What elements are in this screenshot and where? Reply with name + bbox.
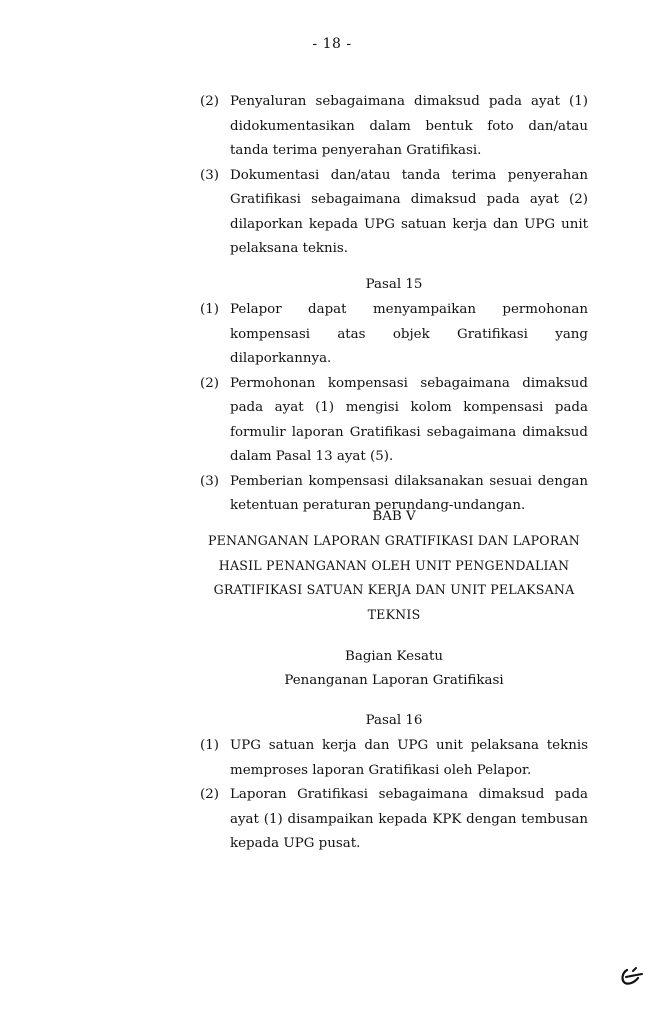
bab-title-line: GRATIFIKASI SATUAN KERJA DAN UNIT PELAKSANA <box>213 582 575 597</box>
ayat-number: (1) <box>200 302 219 317</box>
ayat-number: (3) <box>200 473 219 489</box>
page-number: - 18 - <box>312 36 352 52</box>
paraf-signature-icon <box>618 966 648 988</box>
pasal-15-body <box>200 298 588 519</box>
ayat-text: UPG satuan kerja dan UPG unit pelaksana teknis memproses laporan Gratifikasi oleh Pelapor. <box>230 738 588 778</box>
ayat-item <box>200 90 588 164</box>
top-section <box>200 90 588 262</box>
ayat-number: (2) <box>200 375 219 391</box>
ayat-item <box>200 734 588 783</box>
ayat-number: (2) <box>200 787 219 802</box>
pasal-15-heading: Pasal 15 <box>365 277 423 292</box>
bab-title <box>200 529 588 627</box>
ayat-item <box>200 372 588 470</box>
ayat-number: (1) <box>200 738 219 753</box>
ayat-number: (3) <box>200 167 219 183</box>
ayat-text: Pelapor dapat menyampaikan permohonan kompensasi atas objek Gratifikasi yang dilaporkannya. <box>230 302 588 366</box>
bagian-label: Bagian Kesatu <box>345 649 443 664</box>
pasal-16-body <box>200 734 588 857</box>
ayat-text: Penyaluran sebagaimana dimaksud pada ayat (1) didokumentasikan dalam bentuk foto dan/atau tanda terima penyerahan Gratifikasi. <box>230 94 588 158</box>
bab-label: BAB V <box>372 509 416 524</box>
ayat-item <box>200 783 588 857</box>
ayat-number: (2) <box>200 94 219 109</box>
bagian-title: Penanganan Laporan Gratifikasi <box>284 673 504 688</box>
pasal-16-heading: Pasal 16 <box>365 713 423 728</box>
ayat-text: Laporan Gratifikasi sebagaimana dimaksud pada ayat (1) disampaikan kepada KPK dengan tembusan kepada UPG pusat. <box>230 787 588 851</box>
ayat-item <box>200 298 588 372</box>
ayat-text: Dokumentasi dan/atau tanda terima penyerahan Gratifikasi sebagaimana dimaksud pada ayat (2) dilaporkan kepada UPG satuan kerja dan UPG unit pelaksana teknis. <box>230 167 588 256</box>
bab-title-line: TEKNIS <box>367 606 421 622</box>
bab-title-line: HASIL PENANGANAN OLEH UNIT PENGENDALIAN <box>218 557 570 573</box>
ayat-text: Pemberian kompensasi dilaksanakan sesuai dengan ketentuan peraturan perundang-undangan. <box>230 473 588 513</box>
ayat-text: Permohonan kompensasi sebagaimana dimaksud pada ayat (1) mengisi kolom kompensasi pada formulir laporan Gratifikasi sebagaimana dimaksud dalam Pasal 13 ayat (5). <box>230 375 588 464</box>
bab-title-line: PENANGANAN LAPORAN GRATIFIKASI DAN LAPORAN <box>207 533 581 548</box>
ayat-item <box>200 164 588 262</box>
